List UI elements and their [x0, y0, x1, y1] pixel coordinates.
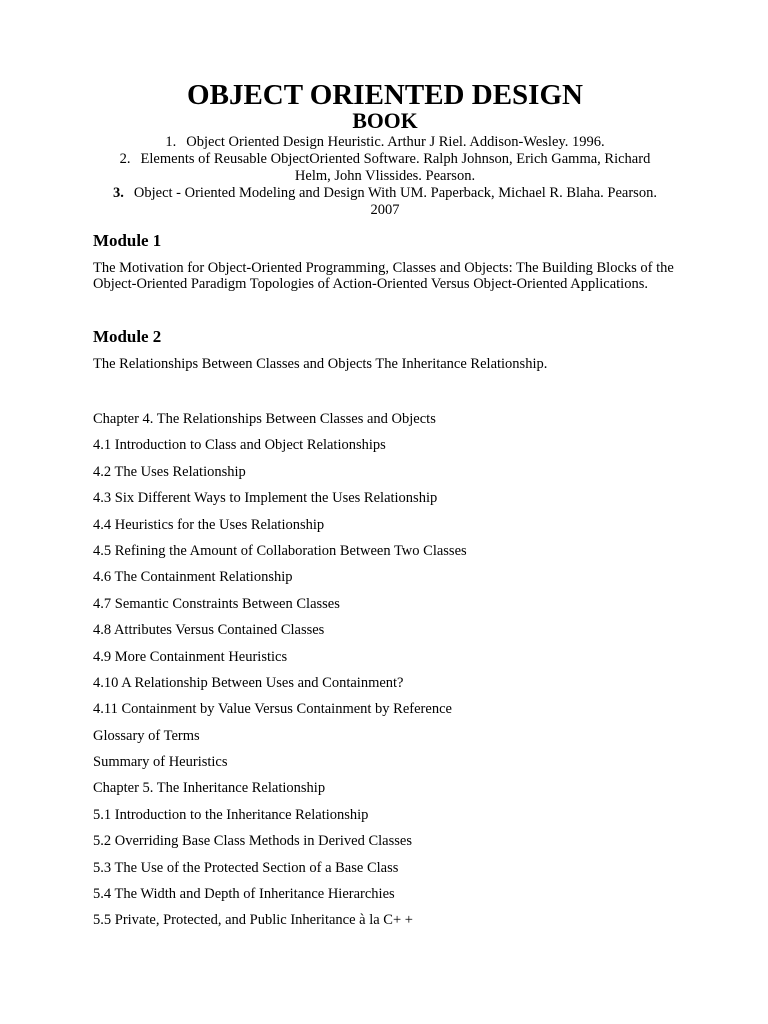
- document-title: OBJECT ORIENTED DESIGN: [187, 79, 583, 111]
- toc-item: 5.3 The Use of the Protected Section of a Base Class: [93, 859, 399, 876]
- table-of-contents: [93, 410, 677, 929]
- reference-text: Object - Oriented Modeling and Design With UM. Paperback, Michael R. Blaha. Pearson. 2007: [133, 185, 657, 218]
- reference-text: Elements of Reusable ObjectOriented Software. Ralph Johnson, Erich Gamma, Richard Helm, John Vlissides. Pearson.: [140, 151, 651, 184]
- toc-item: 4.3 Six Different Ways to Implement the Uses Relationship: [93, 490, 438, 507]
- toc-item: Summary of Heuristics: [93, 754, 228, 771]
- book-heading: BOOK: [352, 109, 418, 133]
- toc-item: 4.8 Attributes Versus Contained Classes: [93, 622, 325, 639]
- toc-item: Chapter 4. The Relationships Between Classes and Objects: [93, 411, 436, 427]
- reference-item: [93, 151, 677, 185]
- toc-item: 4.1 Introduction to Class and Object Relationships: [93, 437, 386, 454]
- toc-item: 4.4 Heuristics for the Uses Relationship: [93, 516, 325, 533]
- toc-item: 4.2 The Uses Relationship: [93, 463, 246, 480]
- reference-item: [93, 134, 677, 151]
- toc-item: Glossary of Terms: [93, 727, 200, 744]
- toc-item: 5.1 Introduction to the Inheritance Relationship: [93, 806, 369, 823]
- toc-item: 4.6 The Containment Relationship: [93, 569, 293, 586]
- toc-item: 4.5 Refining the Amount of Collaboration Between Two Classes: [93, 542, 467, 559]
- reference-text: Object Oriented Design Heuristic. Arthur J Riel. Addison-Wesley. 1996.: [186, 134, 605, 150]
- module-2-heading: Module 2: [93, 327, 162, 346]
- toc-item: 4.10 A Relationship Between Uses and Containment?: [93, 674, 404, 691]
- reference-number: 3.: [113, 185, 124, 201]
- toc-item: 4.11 Containment by Value Versus Containment by Reference: [93, 701, 452, 718]
- reference-item: [93, 185, 677, 219]
- toc-item: Chapter 5. The Inheritance Relationship: [93, 780, 326, 797]
- module-1-heading: Module 1: [93, 231, 162, 250]
- toc-item: 5.2 Overriding Base Class Methods in Derived Classes: [93, 833, 412, 850]
- toc-item: 4.7 Semantic Constraints Between Classes: [93, 595, 340, 612]
- reference-list: [93, 134, 677, 219]
- toc-item: 5.4 The Width and Depth of Inheritance Hierarchies: [93, 886, 395, 903]
- document-page: [93, 79, 677, 938]
- reference-number: 2.: [119, 151, 131, 167]
- module-2-description: The Relationships Between Classes and Objects The Inheritance Relationship.: [93, 356, 548, 372]
- module-1-description: The Motivation for Object-Oriented Programming, Classes and Objects: The Building Blocks of the Object-Oriented Paradigm Topologies of Action-Oriented Versus Object-Oriented Applications.: [93, 260, 674, 292]
- toc-item: 5.5 Private, Protected, and Public Inheritance à la C+ +: [93, 912, 413, 929]
- toc-item: 4.9 More Containment Heuristics: [93, 648, 288, 665]
- reference-number: 1.: [165, 134, 177, 150]
